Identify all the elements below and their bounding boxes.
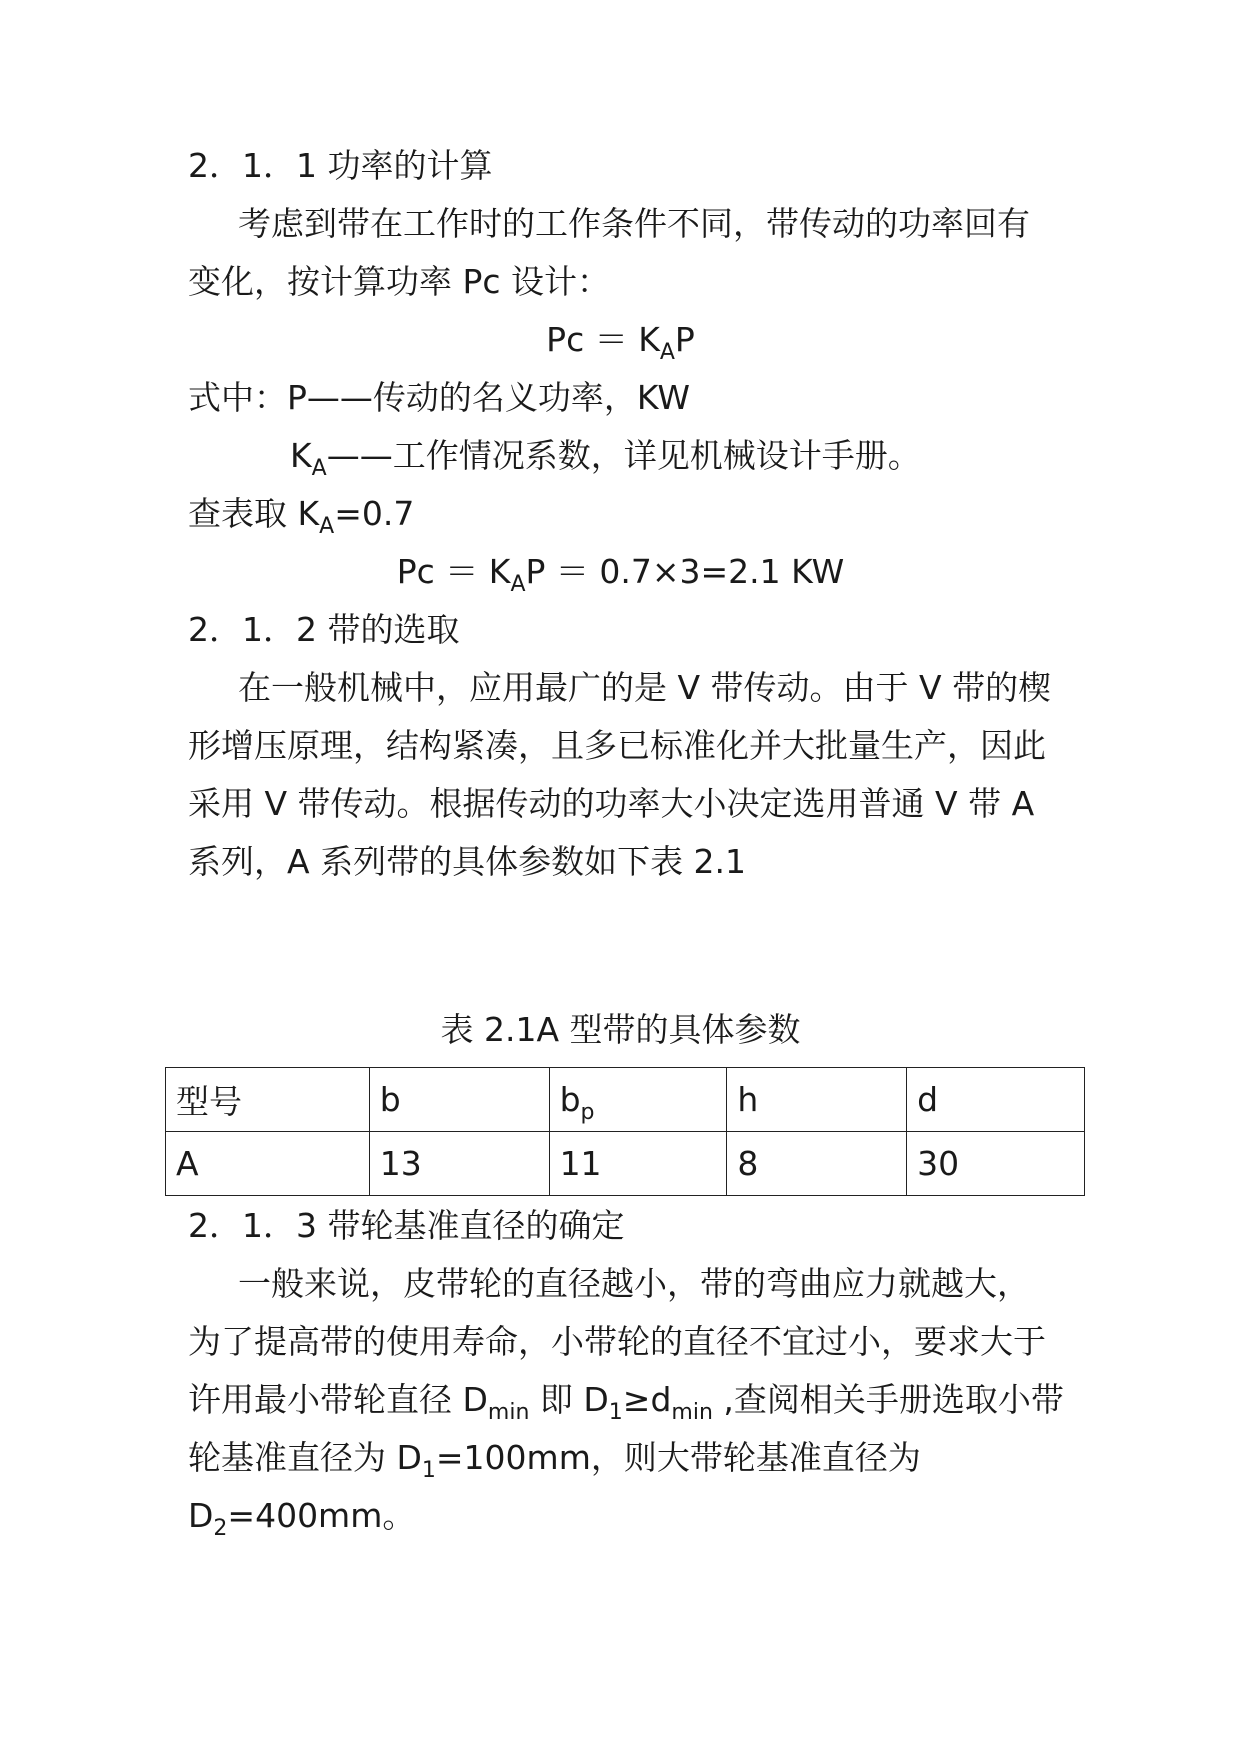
- paragraph-line: 变化，按计算功率 Pc 设计：: [188, 262, 611, 301]
- paragraph-line: 在一般机械中，应用最广的是 V 带传动。由于 V 带的楔: [238, 668, 1052, 707]
- paragraph-line: 形增压原理，结构紧凑，且多已标准化并大批量生产，因此: [188, 726, 1046, 765]
- text: =100mm，则大带轮基准直径为: [435, 1438, 921, 1477]
- lookup-line: [188, 490, 1088, 538]
- formula-subscript: A: [659, 340, 675, 365]
- subscript: 1: [421, 1458, 436, 1483]
- header-cell-b: b: [369, 1068, 549, 1132]
- lookup-subscript: A: [319, 514, 335, 539]
- text: ,查阅相关手册选取小带: [712, 1380, 1064, 1419]
- formula-pc-result: [0, 548, 1241, 596]
- text: ≥d: [622, 1380, 672, 1419]
- lookup-text: 查表取 K: [188, 494, 320, 533]
- paragraph-line-dmin: [188, 1376, 1088, 1424]
- paragraph-line-d1: [188, 1434, 1088, 1482]
- cell-bp: 11: [549, 1132, 727, 1196]
- paragraph-line: 采用 V 带传动。根据传动的功率大小决定选用普通 V 带 A: [188, 784, 1035, 823]
- formula-subscript: A: [510, 572, 526, 597]
- subscript: min: [671, 1400, 713, 1425]
- formula-text: Pc ＝ K: [546, 320, 660, 359]
- section-heading-3: 2．1．3 带轮基准直径的确定: [188, 1206, 625, 1245]
- header-bp-symbol: b: [559, 1080, 581, 1119]
- paragraph-line: 系列，A 系列带的具体参数如下表 2.1: [188, 842, 747, 881]
- cell-d: 30: [907, 1132, 1085, 1196]
- section-heading-1: 2．1．1 功率的计算: [188, 146, 493, 185]
- formula-text: P: [674, 320, 695, 359]
- paragraph-line-d2: [188, 1492, 1088, 1540]
- subscript: 2: [213, 1516, 228, 1541]
- formula-text: Pc ＝ K: [396, 552, 511, 591]
- header-cell-d: d: [907, 1068, 1085, 1132]
- ka-description: ——工作情况系数，详见机械设计手册。: [326, 436, 921, 475]
- text: 轮基准直径为 D: [188, 1438, 422, 1477]
- subscript: min: [487, 1400, 530, 1425]
- header-cell-h: h: [727, 1068, 907, 1132]
- text: =400mm。: [227, 1496, 416, 1535]
- paragraph-line: 一般来说，皮带轮的直径越小，带的弯曲应力就越大，: [238, 1264, 1030, 1303]
- cell-model: A: [166, 1132, 370, 1196]
- text: D: [188, 1496, 214, 1535]
- formula-text: P ＝ 0.7×3=2.1 KW: [525, 552, 845, 591]
- subscript: 1: [608, 1400, 623, 1425]
- text: 许用最小带轮直径 D: [188, 1380, 488, 1419]
- cell-h: 8: [727, 1132, 907, 1196]
- header-cell-bp: [549, 1068, 727, 1132]
- header-cell-model: 型号: [166, 1068, 370, 1132]
- paragraph-line: 为了提高带的使用寿命，小带轮的直径不宜过小，要求大于: [188, 1322, 1046, 1361]
- formula-pc: [0, 316, 1241, 364]
- ka-symbol: K: [290, 436, 312, 475]
- table-row: [166, 1132, 1085, 1196]
- paragraph-line: 考虑到带在工作时的工作条件不同，带传动的功率回有: [238, 204, 1030, 243]
- table-header-row: [166, 1068, 1085, 1132]
- text: 即 D: [529, 1380, 609, 1419]
- header-bp-subscript: p: [580, 1100, 595, 1125]
- table-caption: 表 2.1A 型带的具体参数: [440, 1010, 801, 1049]
- belt-parameter-table: [165, 1067, 1085, 1196]
- lookup-value: =0.7: [334, 494, 415, 533]
- cell-b: 13: [369, 1132, 549, 1196]
- where-line: 式中：P——传动的名义功率，KW: [188, 378, 690, 417]
- where-line-ka: [290, 432, 1190, 480]
- section-heading-2: 2．1．2 带的选取: [188, 610, 460, 649]
- ka-subscript: A: [311, 456, 327, 481]
